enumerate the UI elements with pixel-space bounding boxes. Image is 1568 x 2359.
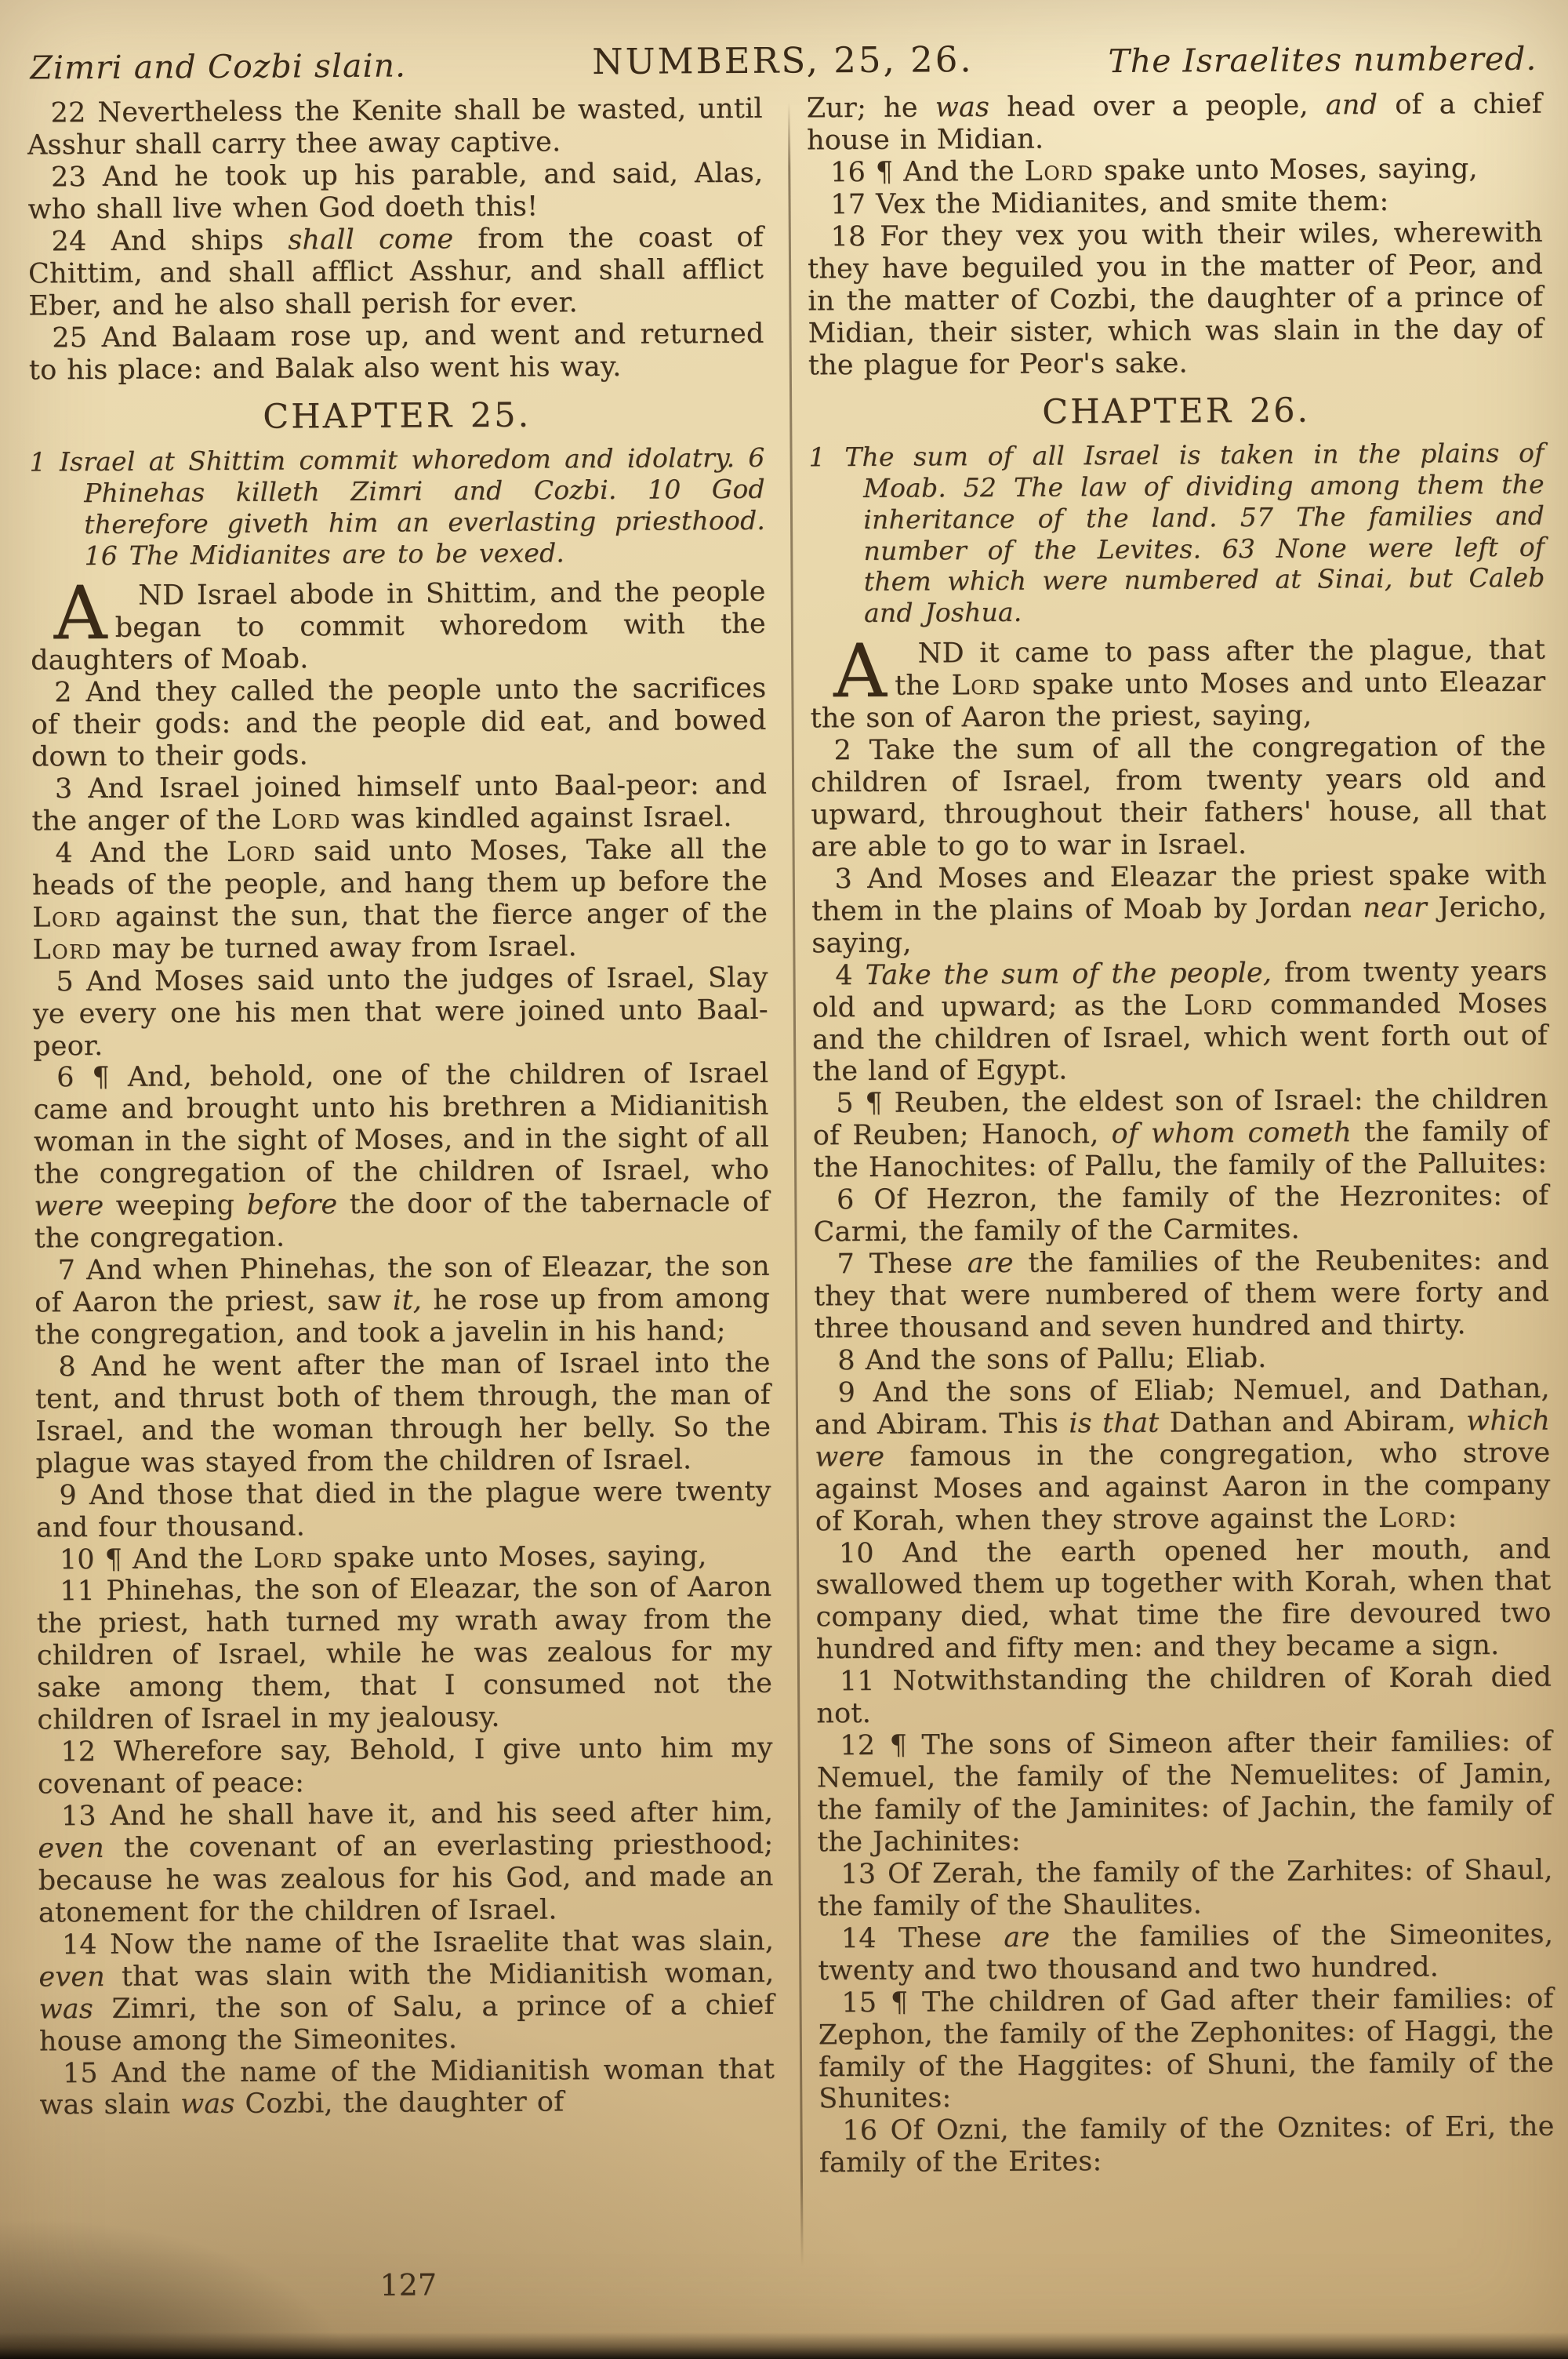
- verse-paragraph: 24 And ships shall come from the coast of Chittim, and shall afflict Asshur, and shall afflict Eber, and he also shall perish for ever.: [27, 221, 764, 322]
- verse-paragraph: 5 And Moses said unto the judges of Israel, Slay ye every one his men that were joined unto Baal-peor.: [32, 961, 768, 1063]
- running-head-center: NUMBERS, 25, 26.: [592, 38, 974, 83]
- verse-paragraph: 12 Wherefore say, Behold, I give unto him my covenant of peace:: [37, 1732, 773, 1801]
- lord-smallcaps: Lord: [1377, 1502, 1448, 1534]
- chapter-summary: 1 The sum of all Israel is taken in the plains of Moab. 52 The law of dividing among them the inheritance of the land. 57 The families and number of the Levites. 63 None were left of them which were numbered at Sinai, but Caleb and Joshua.: [808, 437, 1545, 629]
- verse-paragraph: 10 And the earth opened her mouth, and swallowed them up together with Korah, when that company died, what time the fire devoured two hundred and fifty men: and they became a sign.: [815, 1533, 1552, 1666]
- drop-cap: A: [833, 629, 887, 715]
- verse-paragraph: 4 Take the sum of the people, from twenty years old and upward; as the Lord commanded Moses and the children of Israel, which went forth out of the land of Egypt.: [811, 955, 1548, 1088]
- verse-paragraph: A ND Israel abode in Shittim, and the people began to commit whoredom with the daughters of Moab.: [31, 571, 766, 677]
- verse-paragraph: 6 Of Hezron, the family of the Hezronites: of Carmi, the family of the Carmites.: [813, 1180, 1549, 1249]
- lord-smallcaps: Lord: [253, 1542, 324, 1575]
- chapter-summary: 1 Israel at Shittim commit whoredom and idolatry. 6 Phinehas killeth Zimri and Cozbi. 10 God therefore giveth him an everlasting priesthood. 16 The Midianites are to be vexed.: [29, 442, 766, 571]
- verse-paragraph: 15 ¶ The children of Gad after their families: of Zephon, the family of the Zephonites: of Haggi, the family of the Haggites: of Shuni, the family of the Shunites:: [818, 1983, 1555, 2115]
- verse-paragraph: 4 And the Lord said unto Moses, Take all the heads of the people, and hang them up before the Lord against the sun, that the fierce anger of the Lord may be turned away from Israel.: [31, 833, 768, 966]
- verse-paragraph: 7 And when Phinehas, the son of Eleazar, the son of Aaron the priest, saw it, he rose up from among the congregation, and took a javelin in his hand;: [34, 1250, 771, 1351]
- verse-paragraph: 14 These are the families of the Simeonites, twenty and two thousand and two hundred.: [818, 1918, 1554, 1987]
- verse-paragraph: 8 And he went after the man of Israel into the tent, and thrust both of them through, the man of Israel, and the woman through her belly. So the plague was stayed from the children of Israel.: [34, 1347, 771, 1480]
- verse-paragraph: 8 And the sons of Pallu; Eliab.: [837, 1342, 1267, 1377]
- chapter-heading: CHAPTER 25.: [263, 396, 532, 438]
- verse-paragraph: 14 Now the name of the Israelite that was slain, even that was slain with the Midianitish woman, was Zimri, the son of Salu, a prince of a chief house among the Simeonites.: [38, 1925, 775, 2058]
- verse-paragraph: 9 And those that died in the plague were twenty and four thousand.: [35, 1475, 771, 1544]
- verse-paragraph: 5 ¶ Reuben, the eldest son of Israel: the children of Reuben; Hanoch, of whom cometh the family of the Hanochites: of Pallu, the family of the Palluites:: [812, 1084, 1548, 1184]
- verse-paragraph: 13 Of Zerah, the family of the Zarhites: of Shaul, the family of the Shaulites.: [817, 1854, 1553, 1923]
- lord-smallcaps: Lord: [1183, 989, 1254, 1022]
- verse-paragraph: 3 And Moses and Eleazar the priest spake with them in the plains of Moab by Jordan near Jericho, saying,: [811, 859, 1548, 960]
- lord-smallcaps: Lord: [951, 669, 1022, 702]
- verse-paragraph: 9 And the sons of Eliab; Nemuel, and Dathan, and Abiram. This is that Dathan and Abiram, which were famous in the congregation, who strove against Moses and against Aaron in the company of Korah, when they strove against the Lord:: [814, 1372, 1551, 1537]
- verse-paragraph: 7 These are the families of the Reubenites: and they that were numbered of them were forty and three thousand and seven hundred and thirty.: [813, 1244, 1550, 1345]
- page-number: 127: [379, 2267, 437, 2303]
- chapter-heading: CHAPTER 26.: [1042, 391, 1311, 433]
- column-divider: [788, 103, 804, 2267]
- verse-paragraph: A ND it came to pass after the plague, that the Lord spake unto Moses and unto Eleazar the son of Aaron the priest, saying,: [810, 629, 1546, 735]
- verse-paragraph: 11 Phinehas, the son of Eleazar, the son of Aaron the priest, hath turned my wrath away from the children of Israel, while he was zealous for my sake among them, that I consumed not the children of Israel in my jealousy.: [36, 1572, 773, 1736]
- verse-paragraph: 10 ¶ And the Lord spake unto Moses, saying,: [59, 1539, 707, 1576]
- verse-paragraph: 13 And he shall have it, and his seed after him, even the covenant of an everlasting priesthood; because he was zealous for his God, and made an atonement for the children of Israel.: [38, 1796, 774, 1929]
- verse-paragraph: 2 And they called the people unto the sacrifices of their gods: and the people did eat, and bowed down to their gods.: [31, 673, 767, 773]
- verse-paragraph: 16 ¶ And the Lord spake unto Moses, saying,: [829, 153, 1478, 189]
- verse-paragraph: 2 Take the sum of all the congregation of the children of Israel, from twenty years old and upward, throughout their fathers' house, all that are able to go to war in Israel.: [810, 730, 1547, 863]
- lord-smallcaps: Lord: [226, 836, 296, 868]
- left-column: [27, 93, 775, 2122]
- verse-paragraph: 15 And the name of the Midianitish woman that was slain was Cozbi, the daughter of: [39, 2053, 775, 2121]
- verse-paragraph: 11 Notwithstanding the children of Korah died not.: [816, 1661, 1552, 1730]
- running-head-right: The Israelites numbered.: [1108, 39, 1537, 81]
- lord-smallcaps: Lord: [271, 804, 341, 836]
- lord-smallcaps: Lord: [1024, 155, 1094, 187]
- right-column: [807, 89, 1555, 2180]
- running-head-left: Zimri and Cozbi slain.: [30, 46, 407, 87]
- verse-paragraph: 6 ¶ And, behold, one of the children of Israel came and brought unto his brethren a Midianitish woman in the sight of Moses, and in the sight of all the congregation of the children of Israel, who were weeping before the door of the tabernacle of the congregation.: [33, 1058, 770, 1255]
- verse-paragraph: 12 ¶ The sons of Simeon after their families: of Nemuel, the family of the Nemuelites: of Jamin, the family of the Jaminites: of Jachin, the family of the Jachinites:: [816, 1725, 1553, 1859]
- verse-paragraph: 16 Of Ozni, the family of the Oznites: of Eri, the family of the Erites:: [818, 2111, 1555, 2179]
- continuation-paragraph: Zur; he was head over a people, and of a chief house in Midian.: [806, 88, 1542, 157]
- drop-cap: A: [53, 571, 107, 657]
- verse-paragraph: 18 For they vex you with their wiles, wherewith they have beguiled you in the matter of Peor, and in the matter of Cozbi, the daughter of a prince of Midian, their sister, which was slain in the day of the plague for Peor's sake.: [807, 216, 1544, 381]
- verse-paragraph: 23 And he took up his parable, and said, Alas, who shall live when God doeth this!: [27, 157, 764, 226]
- verse-paragraph: 22 Nevertheless the Kenite shall be wasted, until Asshur shall carry thee away captive.: [27, 93, 763, 162]
- verse-paragraph: 3 And Israel joined himself unto Baal-peor: and the anger of the Lord was kindled against Israel.: [31, 769, 768, 838]
- verse-paragraph: 25 And Balaam rose up, and went and returned to his place: and Balak also went his way.: [28, 318, 764, 387]
- lord-smallcaps: Lord: [32, 901, 102, 934]
- verse-paragraph: 17 Vex the Midianites, and smite them:: [830, 185, 1389, 221]
- lord-smallcaps: Lord: [32, 933, 103, 966]
